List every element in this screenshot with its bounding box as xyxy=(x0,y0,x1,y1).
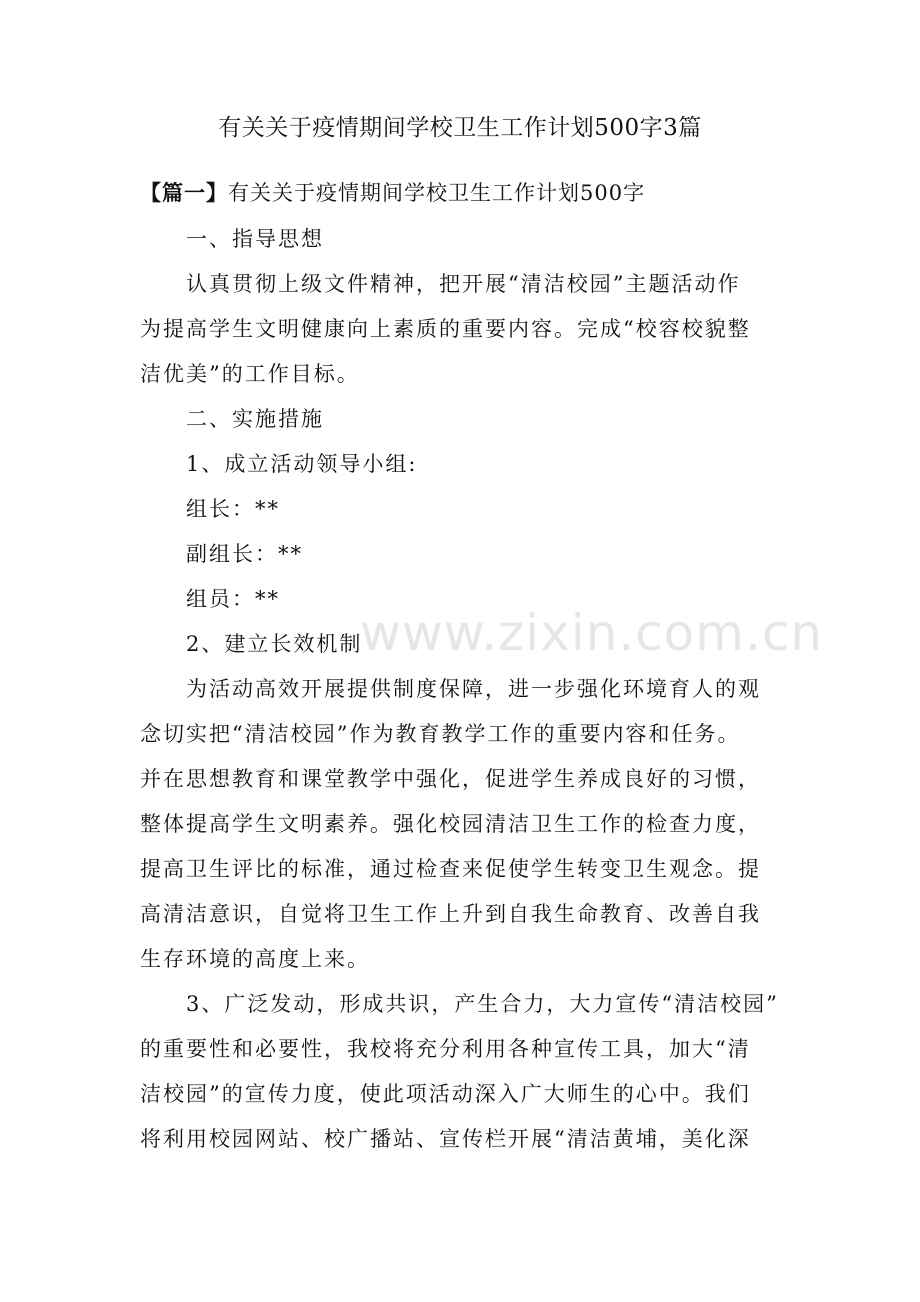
list-item: 2、建立长效机制 xyxy=(186,632,363,656)
watermark: www.zixin.com.cn xyxy=(360,604,824,662)
heading-guiding-thought: 一、指导思想 xyxy=(186,227,324,251)
section-heading-text: 有关关于疫情期间学校卫生工作计划500字 xyxy=(228,181,646,205)
heading-measures: 二、实施措施 xyxy=(186,407,324,431)
section-heading xyxy=(140,173,780,213)
paragraph-line: 洁优美”的工作目标。 xyxy=(140,362,360,386)
list-item: 组长：** xyxy=(186,497,280,521)
paragraph-line: 生存环境的高度上来。 xyxy=(140,947,370,971)
list-item: 1、成立活动领导小组: xyxy=(186,452,418,476)
paragraph-line: 提高卫生评比的标准，通过检查来促使学生转变卫生观念。提 xyxy=(140,857,761,881)
paragraph-line: 的重要性和必要性，我校将充分利用各种宣传工具，加大“清 xyxy=(140,1037,751,1061)
paragraph-line: 认真贯彻上级文件精神，把开展“清洁校园”主题活动作 xyxy=(186,272,741,296)
paragraph-line: 洁校园”的宣传力度，使此项活动深入广大师生的心中。我们 xyxy=(140,1082,751,1106)
paragraph-line: 念切实把“清洁校园”作为教育教学工作的重要内容和任务。 xyxy=(140,722,741,746)
paragraph-line: 为活动高效开展提供制度保障，进一步强化环境育人的观 xyxy=(186,677,761,701)
paragraph-line: 将利用校园网站、校广播站、宣传栏开展“清洁黄埔，美化深 xyxy=(140,1127,751,1151)
paragraph-line: 为提高学生文明健康向上素质的重要内容。完成“校容校貌整 xyxy=(140,317,751,341)
section-heading-bracket: 【篇一】 xyxy=(140,180,228,205)
paragraph-line: 3、广泛发动，形成共识，产生合力，大力宣传“清洁校园” xyxy=(186,992,779,1016)
paragraph-line: 整体提高学生文明素养。强化校园清洁卫生工作的检查力度， xyxy=(140,812,761,836)
paragraph-line: 并在思想教育和课堂教学中强化，促进学生养成良好的习惯， xyxy=(140,767,761,791)
paragraph-line: 高清洁意识，自觉将卫生工作上升到自我生命教育、改善自我 xyxy=(140,902,761,926)
list-item: 组员：** xyxy=(186,587,280,611)
list-item: 副组长：** xyxy=(186,542,303,566)
document-title: 有关关于疫情期间学校卫生工作计划500字3篇 xyxy=(218,115,702,141)
